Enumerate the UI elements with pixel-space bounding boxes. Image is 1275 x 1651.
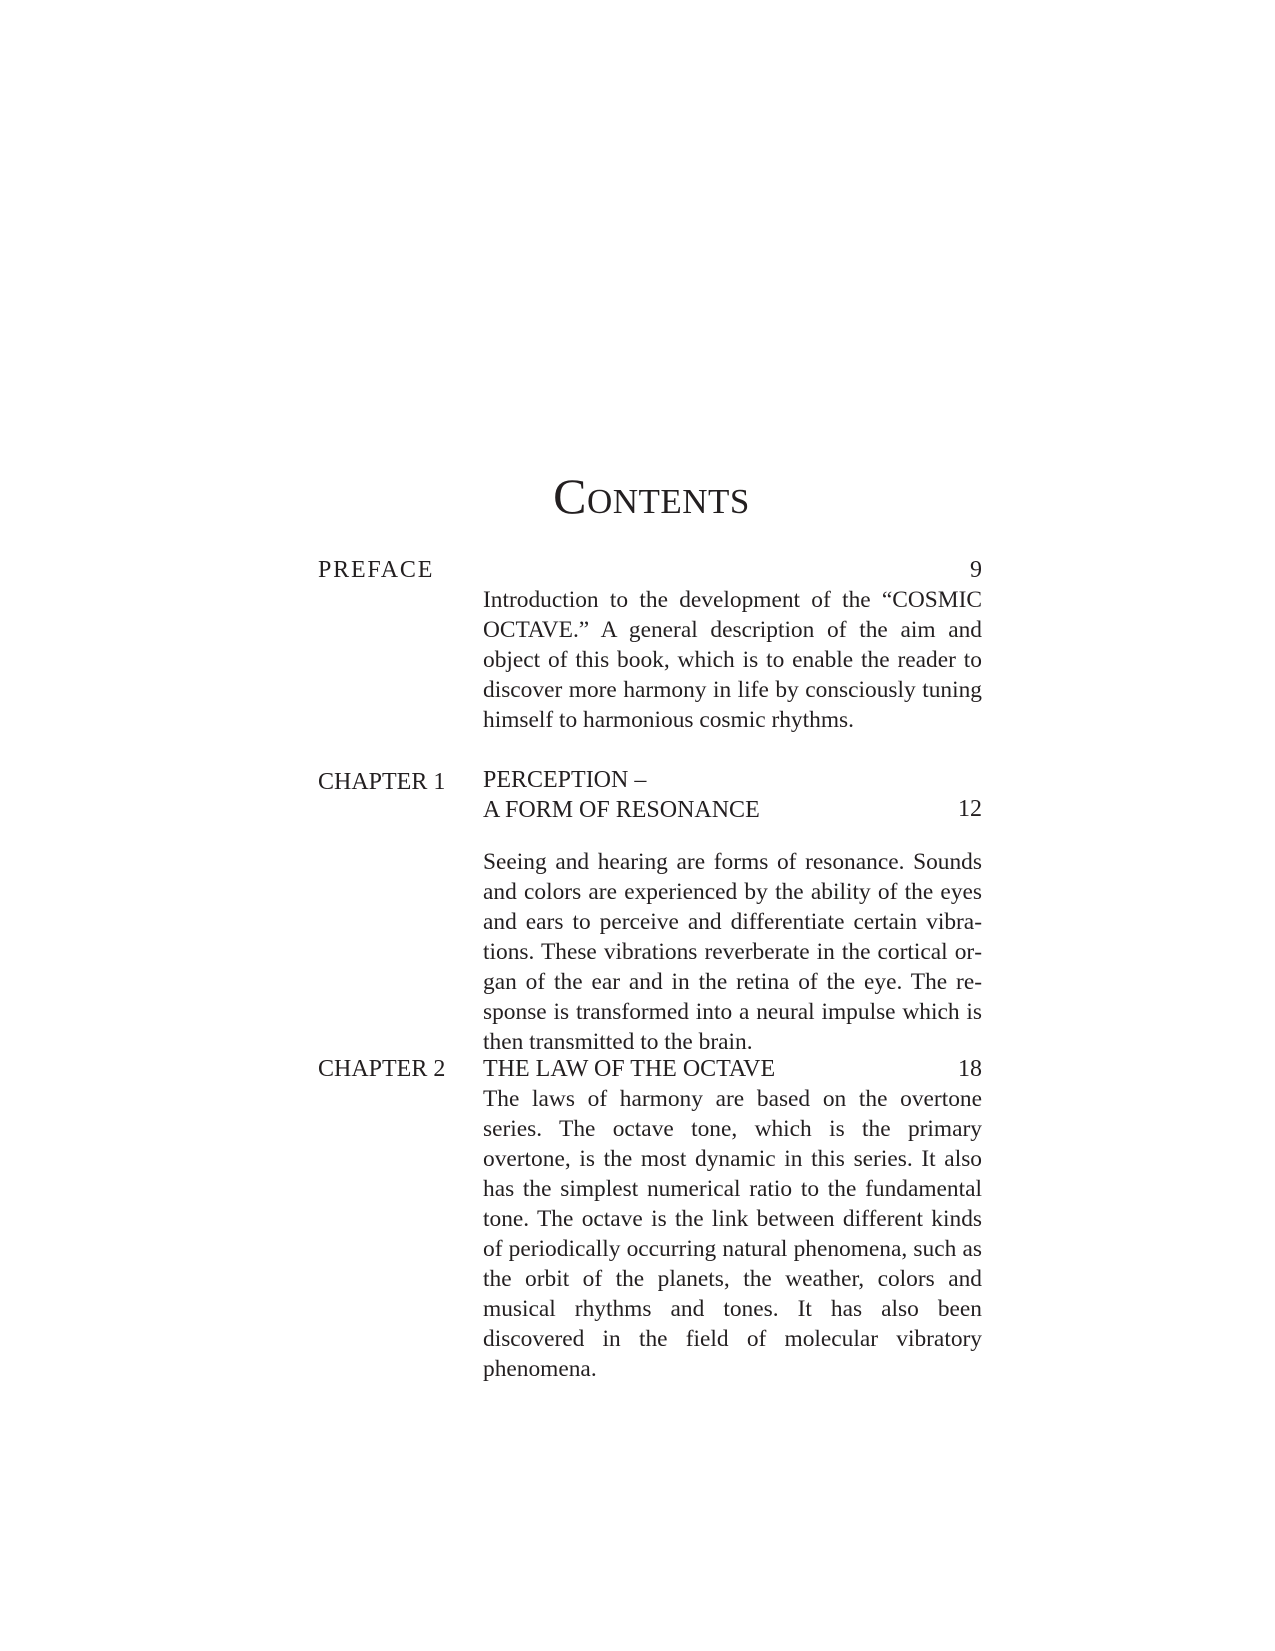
entry-description: The laws of harmony are based on the overtone series. The octave tone, which is the primary overtone, is the most dynamic in this series. It also has the simplest numerical ratio to the fundamental tone. The octave is the link between different kinds of periodically occurring natural phenomena, such as the orbit of the planets, the weather, colors and musical rhythms and tones. It has also been discovered in the field of molecular vibratory phenomena. xyxy=(483,1086,982,1382)
entry-page-number: 18 xyxy=(958,1056,982,1082)
entry-label: CHAPTER 1 xyxy=(318,769,446,795)
entry-label: PREFACE xyxy=(318,557,435,583)
entry-heading-line-2: A FORM OF RESONANCE xyxy=(483,797,760,823)
entry-description: Seeing and hearing are forms of resonance. Sounds and colors are experienced by the ability of the eyes and ears to perceive and differentiate certain vibrations. These vibrations reverberate in the cortical organ of the ear and in the retina of the eye. The response is transformed into a neural impulse which is then transmitted to the brain. xyxy=(483,849,982,1055)
page-title: Contents xyxy=(553,468,750,524)
entry-page-number: 9 xyxy=(970,557,982,583)
entry-description: Introduction to the development of the “COSMIC OCTAVE.” A general description of the aim and object of this book, which is to enable the reader to discover more harmony in life by consciously tuning himself to harmonious cosmic rhythms. xyxy=(483,587,982,733)
entry-heading-line-1: THE LAW OF THE OCTAVE xyxy=(483,1056,776,1082)
entry-page-number: 12 xyxy=(958,796,982,822)
entry-heading-line-1: PERCEPTION – xyxy=(483,767,647,793)
entry-label: CHAPTER 2 xyxy=(318,1056,446,1082)
